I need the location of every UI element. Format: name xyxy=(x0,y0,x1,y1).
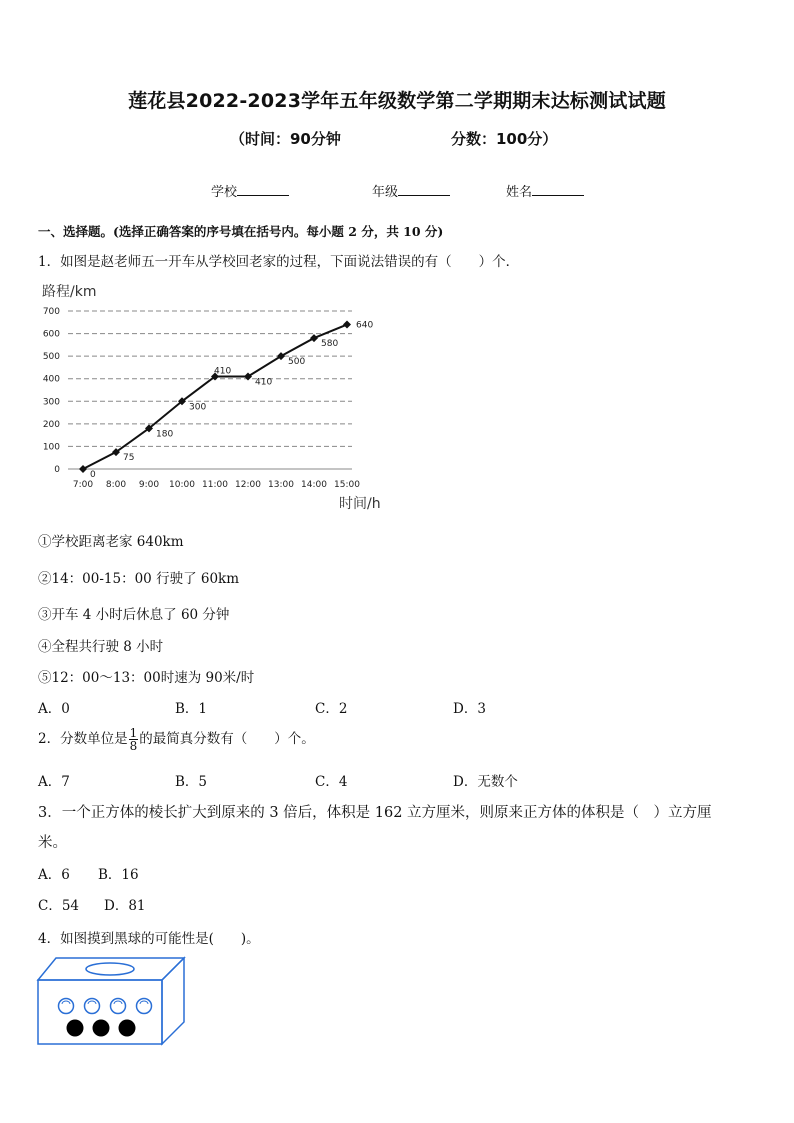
x-tick-label: 15:00 xyxy=(334,480,360,490)
y-tick-label: 600 xyxy=(42,329,60,340)
ball-box-figure xyxy=(34,954,190,1050)
grade-label: 年级 xyxy=(372,185,399,200)
x-tick-label: 8:00 xyxy=(105,480,127,490)
q2-option-b: B．5 xyxy=(175,774,208,790)
data-label: 75 xyxy=(123,453,135,464)
black-ball xyxy=(93,1020,110,1037)
question-1-stem: 1．如图是赵老师五一开车从学校回老家的过程，下面说法错误的有（ ）个． xyxy=(38,254,520,270)
x-tick-label: 14:00 xyxy=(301,480,327,490)
data-label: 180 xyxy=(156,429,174,440)
y-tick-label: 100 xyxy=(42,442,60,453)
x-tick-label: 10:00 xyxy=(169,480,195,490)
fraction-one-eighth xyxy=(129,727,139,752)
name-field xyxy=(506,181,584,200)
data-point xyxy=(343,321,351,329)
name-label: 姓名 xyxy=(506,185,533,200)
y-tick-label: 700 xyxy=(42,307,60,317)
distance-time-chart xyxy=(32,278,402,518)
statement-1: ①学校距离老家 640km xyxy=(38,534,184,550)
name-blank xyxy=(532,183,584,196)
series-line xyxy=(83,325,347,469)
statement-5: ⑤12：00～13：00时速为 90米/时 xyxy=(38,670,255,686)
exam-score: 分数：100分） xyxy=(451,130,558,148)
y-tick-label: 0 xyxy=(54,465,60,475)
box-top-face xyxy=(38,958,184,980)
school-field xyxy=(211,181,289,200)
q2-option-d: D．无数个 xyxy=(453,774,518,790)
q2-option-a: A．7 xyxy=(38,774,70,790)
x-tick-label: 12:00 xyxy=(235,480,261,490)
statement-2: ②14：00-15：00 行驶了 60km xyxy=(38,571,240,587)
x-tick-label: 13:00 xyxy=(268,480,294,490)
fraction-denominator: 8 xyxy=(129,739,138,753)
black-ball xyxy=(119,1020,136,1037)
school-blank xyxy=(237,183,289,196)
school-label: 学校 xyxy=(211,185,238,200)
q3-option-c: C．54 xyxy=(38,898,80,914)
question-4-stem: 4．如图摸到黑球的可能性是( )。 xyxy=(38,931,260,947)
data-point xyxy=(79,465,87,473)
data-label: 500 xyxy=(288,357,306,368)
data-label: 640 xyxy=(356,320,374,331)
data-label: 410 xyxy=(255,377,273,388)
data-label: 410 xyxy=(214,366,232,377)
fraction-numerator: 1 xyxy=(129,726,138,740)
data-label: 300 xyxy=(189,402,207,413)
y-tick-label: 500 xyxy=(42,352,60,363)
x-tick-label: 11:00 xyxy=(202,480,228,490)
q2-suffix: 的最简真分数有（ ）个。 xyxy=(139,731,315,747)
statement-4: ④全程共行驶 8 小时 xyxy=(38,639,164,655)
question-3-stem-line1: 3．一个正方体的棱长扩大到原来的 3 倍后，体积是 162 立方厘米，则原来正方体的体积是（ ）立方厘 xyxy=(38,805,712,821)
q1-option-d: D．3 xyxy=(453,701,486,717)
y-tick-label: 400 xyxy=(42,374,60,385)
data-point xyxy=(310,334,318,342)
black-ball xyxy=(67,1020,84,1037)
question-3-stem-line2: 米。 xyxy=(38,835,67,851)
question-2-stem xyxy=(38,727,315,752)
q1-option-b: B．1 xyxy=(175,701,208,717)
statement-3: ③开车 4 小时后休息了 60 分钟 xyxy=(38,607,230,623)
q2-prefix: 2．分数单位是 xyxy=(38,731,128,747)
x-axis-label: 时间/h xyxy=(339,496,381,512)
page-title: 莲花县2022-2023学年五年级数学第二学期期末达标测试试题 xyxy=(128,90,666,112)
x-tick-label: 9:00 xyxy=(138,480,160,490)
grade-field xyxy=(372,181,450,200)
q3-option-b: B．16 xyxy=(98,867,139,883)
q2-option-c: C．4 xyxy=(315,774,348,790)
q3-option-d: D．81 xyxy=(104,898,146,914)
exam-time: （时间：90分钟 xyxy=(230,130,341,148)
q1-option-c: C．2 xyxy=(315,701,348,717)
y-tick-label: 200 xyxy=(42,419,60,430)
grade-blank xyxy=(398,183,450,196)
box-side-face xyxy=(162,958,184,1044)
y-tick-label: 300 xyxy=(42,397,60,408)
y-axis-label: 路程/km xyxy=(42,284,97,300)
x-tick-label: 7:00 xyxy=(72,480,94,490)
box-opening xyxy=(86,963,134,975)
section-heading: 一、选择题。(选择正确答案的序号填在括号内。每小题 2 分，共 10 分) xyxy=(38,224,444,239)
data-label: 580 xyxy=(321,339,339,350)
q3-option-a: A．6 xyxy=(38,867,70,883)
q1-option-a: A．0 xyxy=(38,701,70,717)
data-label: 0 xyxy=(90,470,96,480)
